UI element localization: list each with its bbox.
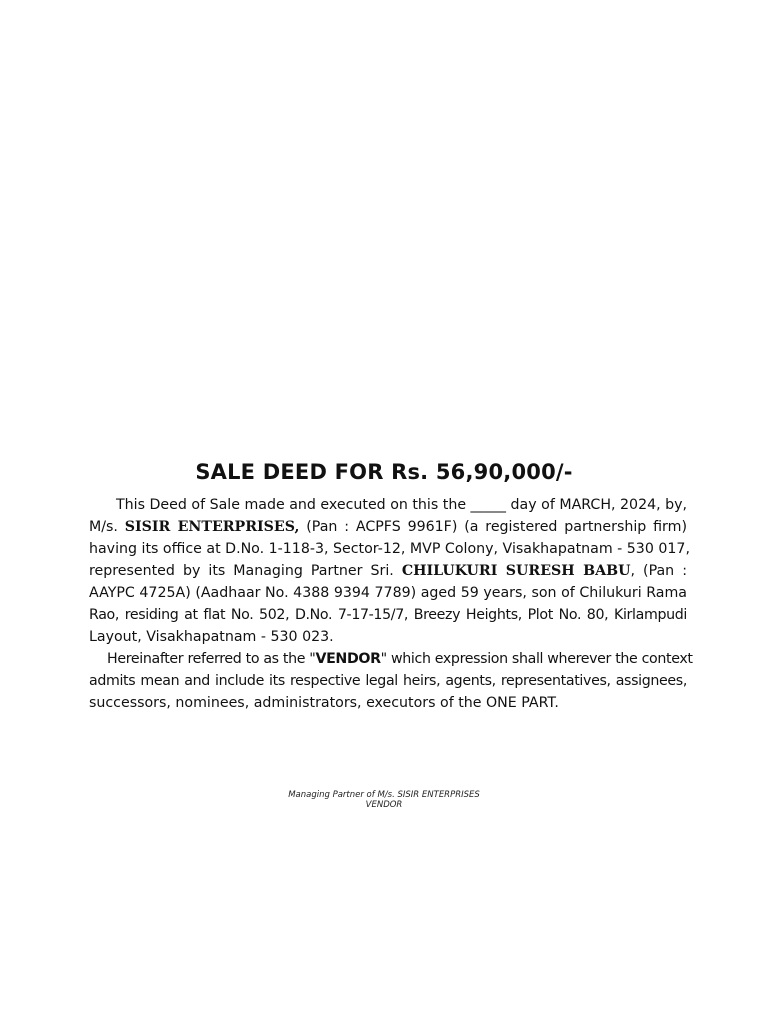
signature-role: VENDOR: [365, 800, 403, 810]
text-segment: M/s.: [89, 519, 125, 535]
document-title: SALE DEED FOR Rs. 56,90,000/-: [195, 460, 573, 484]
text-line: [89, 648, 693, 670]
text-line: admits mean and include its respective legal heirs, agents, representatives, assignees,: [89, 673, 687, 689]
paragraph-vendor-definition: [89, 648, 693, 714]
text-segment: (Pan : ACPFS 9961F) (a registered partnership firm): [299, 519, 687, 535]
vendor-firm-name: SISIR ENTERPRISES,: [124, 519, 300, 535]
text-line: having its office at D.No. 1-118-3, Sector-12, MVP Colony, Visakhapatnam - 530 017,: [89, 541, 690, 557]
text-line: This Deed of Sale made and executed on this the _____ day of MARCH, 2024, by,: [116, 497, 688, 513]
text-segment: , (Pan :: [630, 563, 687, 579]
paragraph-parties: [89, 494, 690, 648]
text-line: [89, 560, 687, 582]
managing-partner-name: CHILUKURI SURESH BABU: [401, 563, 631, 579]
text-line: Rao, residing at flat No. 502, D.No. 7-17-15/7, Breezy Heights, Plot No. 80, Kirlampudi: [89, 607, 687, 623]
vendor-term: VENDOR: [315, 651, 381, 667]
text-segment: Hereinafter referred to as the ": [107, 651, 316, 667]
text-segment: represented by its Managing Partner Sri.: [89, 563, 402, 579]
signature-block: [0, 790, 768, 810]
text-line: Layout, Visakhapatnam - 530 023.: [89, 629, 334, 645]
text-line: successors, nominees, administrators, executors of the ONE PART.: [89, 695, 559, 711]
signature-designation: Managing Partner of M/s. SISIR ENTERPRISES: [288, 790, 480, 800]
text-line: [89, 516, 687, 538]
deed-body: [89, 494, 693, 714]
text-line: AAYPC 4725A) (Aadhaar No. 4388 9394 7789) aged 59 years, son of Chilukuri Rama: [89, 585, 687, 601]
text-segment: " which expression shall wherever the context: [380, 651, 693, 667]
